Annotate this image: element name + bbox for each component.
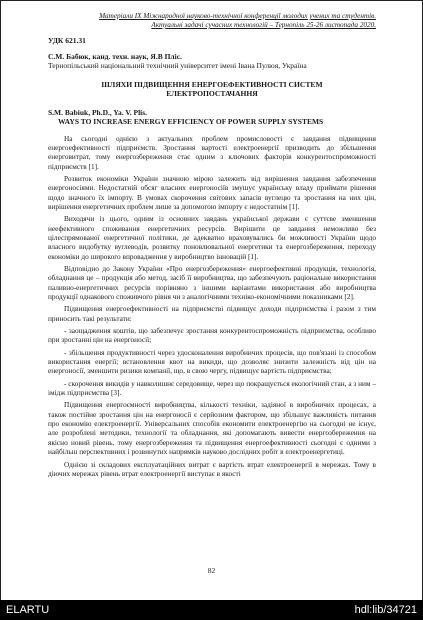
list-item: - заощадження коштів, що забезпечує зростання конкурентоспроможність підприємства, особливо при зростанні цін на енергоносії;: [48, 326, 376, 345]
paragraph: Відповідно до Закону України «Про енергозбереження» енергоефективні продукція, технологія, обладнання це – продукція або метод, засіб її виробництва, що забезпечують раціональне використання паливно-енергетичних ресурсів порівняно з іншими варіантами використання або виробництва продукції однакового споживчого рівня чи з аналогічними техніко-економічними показниками [2].: [48, 263, 376, 301]
title-en: WAYS TO INCREASE ENERGY EFFICIENCY OF POWER SUPPLY SYSTEMS: [58, 117, 324, 126]
title-ua-line1: ШЛЯХИ ПІДВИЩЕННЯ ЕНЕРГОЕФЕКТИВНОСТІ СИСТЕМ: [101, 79, 323, 89]
repository-footer: [0, 600, 423, 620]
paragraph: Однією зі складових експлуатаційних витрат є вартість втрат електроенергії в мережах. Тому в діючих мережах рівень втрат електроенергії виступає в якості: [48, 459, 376, 478]
page-number: 82: [207, 566, 216, 575]
paragraph: Виходячи із цього, одним із основних завдань української держави є суттєве зменшення неефективного споживання енергетичних ресурсів. Вирішити це завдання неможливо без цілеспрямованої енергетичної політики, де адекватно враховувались би можливості України щодо власного видобутку вуглеводів, розвитку поновлювальної енергетики та енергозбереження, переходу економіки до широкого впровадження у виробництво інновацій [1].: [48, 214, 376, 261]
paragraph: Розвиток економіки України значною мірою залежить від вирішення завдання забезпечення енергоносіями. Недостатній обсяг власних енергоносіїв змушує українську владу приймати рішення щодо значного їх імпорту. В умовах скорочення світових запасів вуглецю та зростання на них цін, вирішення енергетичних проблем лише за допомогою імпорту є недостатнім [1].: [48, 173, 376, 211]
title-ua: [48, 80, 376, 99]
paragraph: Підвищення енергоефективності на підприємстві підвищує доходи підприємства і разом з тим приносить такі результати:: [48, 304, 376, 323]
authors-ua: С.М. Бабюк, канд. техн. наук, Я.В Пліс.: [48, 51, 182, 61]
footer-handle-link[interactable]: hdl:lib/34721: [354, 604, 417, 616]
authors-en: S.M. Babiuk, Ph.D., Ya. V. Plis.: [48, 107, 148, 117]
conference-header: [48, 12, 376, 30]
udk-code: УДК 621.31: [48, 36, 86, 45]
footer-repository-name: ELARTU: [6, 604, 50, 616]
conference-header-line2: Актуальні задачі сучасних технологій – Тернопіль 25-26 листопада 2020.: [151, 21, 376, 29]
paragraph: На сьогодні однією з актуальних проблем промисловості є завдання підвищення енергоефективності підприємств. Зростання вартості електроенергії призводить до збільшення енерговитрат, тому енергозбереження стає одним з ключових факторів конкурентоспроможності підприємств [1].: [48, 133, 376, 171]
paper-page: [48, 12, 376, 481]
title-ua-line2: ЕЛЕКТРОПОСТАЧАННЯ: [166, 89, 258, 98]
list-item: - збільшення продуктивності через удосконалення виробничих процесів, що пов'язані із способом використання енергії; встановлення квот на викиди, що дозволяє знизити залежність від цін на енергоносії, зменшити ризики компанії, що, в свою чергу, підвищує вартість підприємства;: [48, 347, 376, 376]
list-item: - скорочення викидів у навколишнє середовище, через що покращується екологічний стан, а з ним – імідж підприємства [3].: [48, 378, 376, 398]
conference-header-line1: Матеріали ІХ Міжнародної науково-технічної конференції молодих учених та студентів.: [99, 12, 376, 20]
paragraph: Підвищення енергоємності виробництва, кількості техніки, задіяної в виробничих процесах, а також постійне зростання цін на енергоносії є серйозним фактором, що збільшує важливість питання про економію електроенергії. Універсальних способів економити електроенергію на сьогодні не існує, але розроблені методики, технології та обладнання, які допомагають вивести енергозбереження на якісно новий рівень, тому енергозбереження та підвищення енергоефективності сьогодні є одними з найбільш перспективних і розвинутих напрямків науково дослідних робіт в електроенергетиці.: [48, 400, 376, 457]
affiliation: Тернопільський національний технічний університет імені Івана Пулюя, Україна: [48, 61, 307, 70]
article-body: [48, 134, 376, 479]
